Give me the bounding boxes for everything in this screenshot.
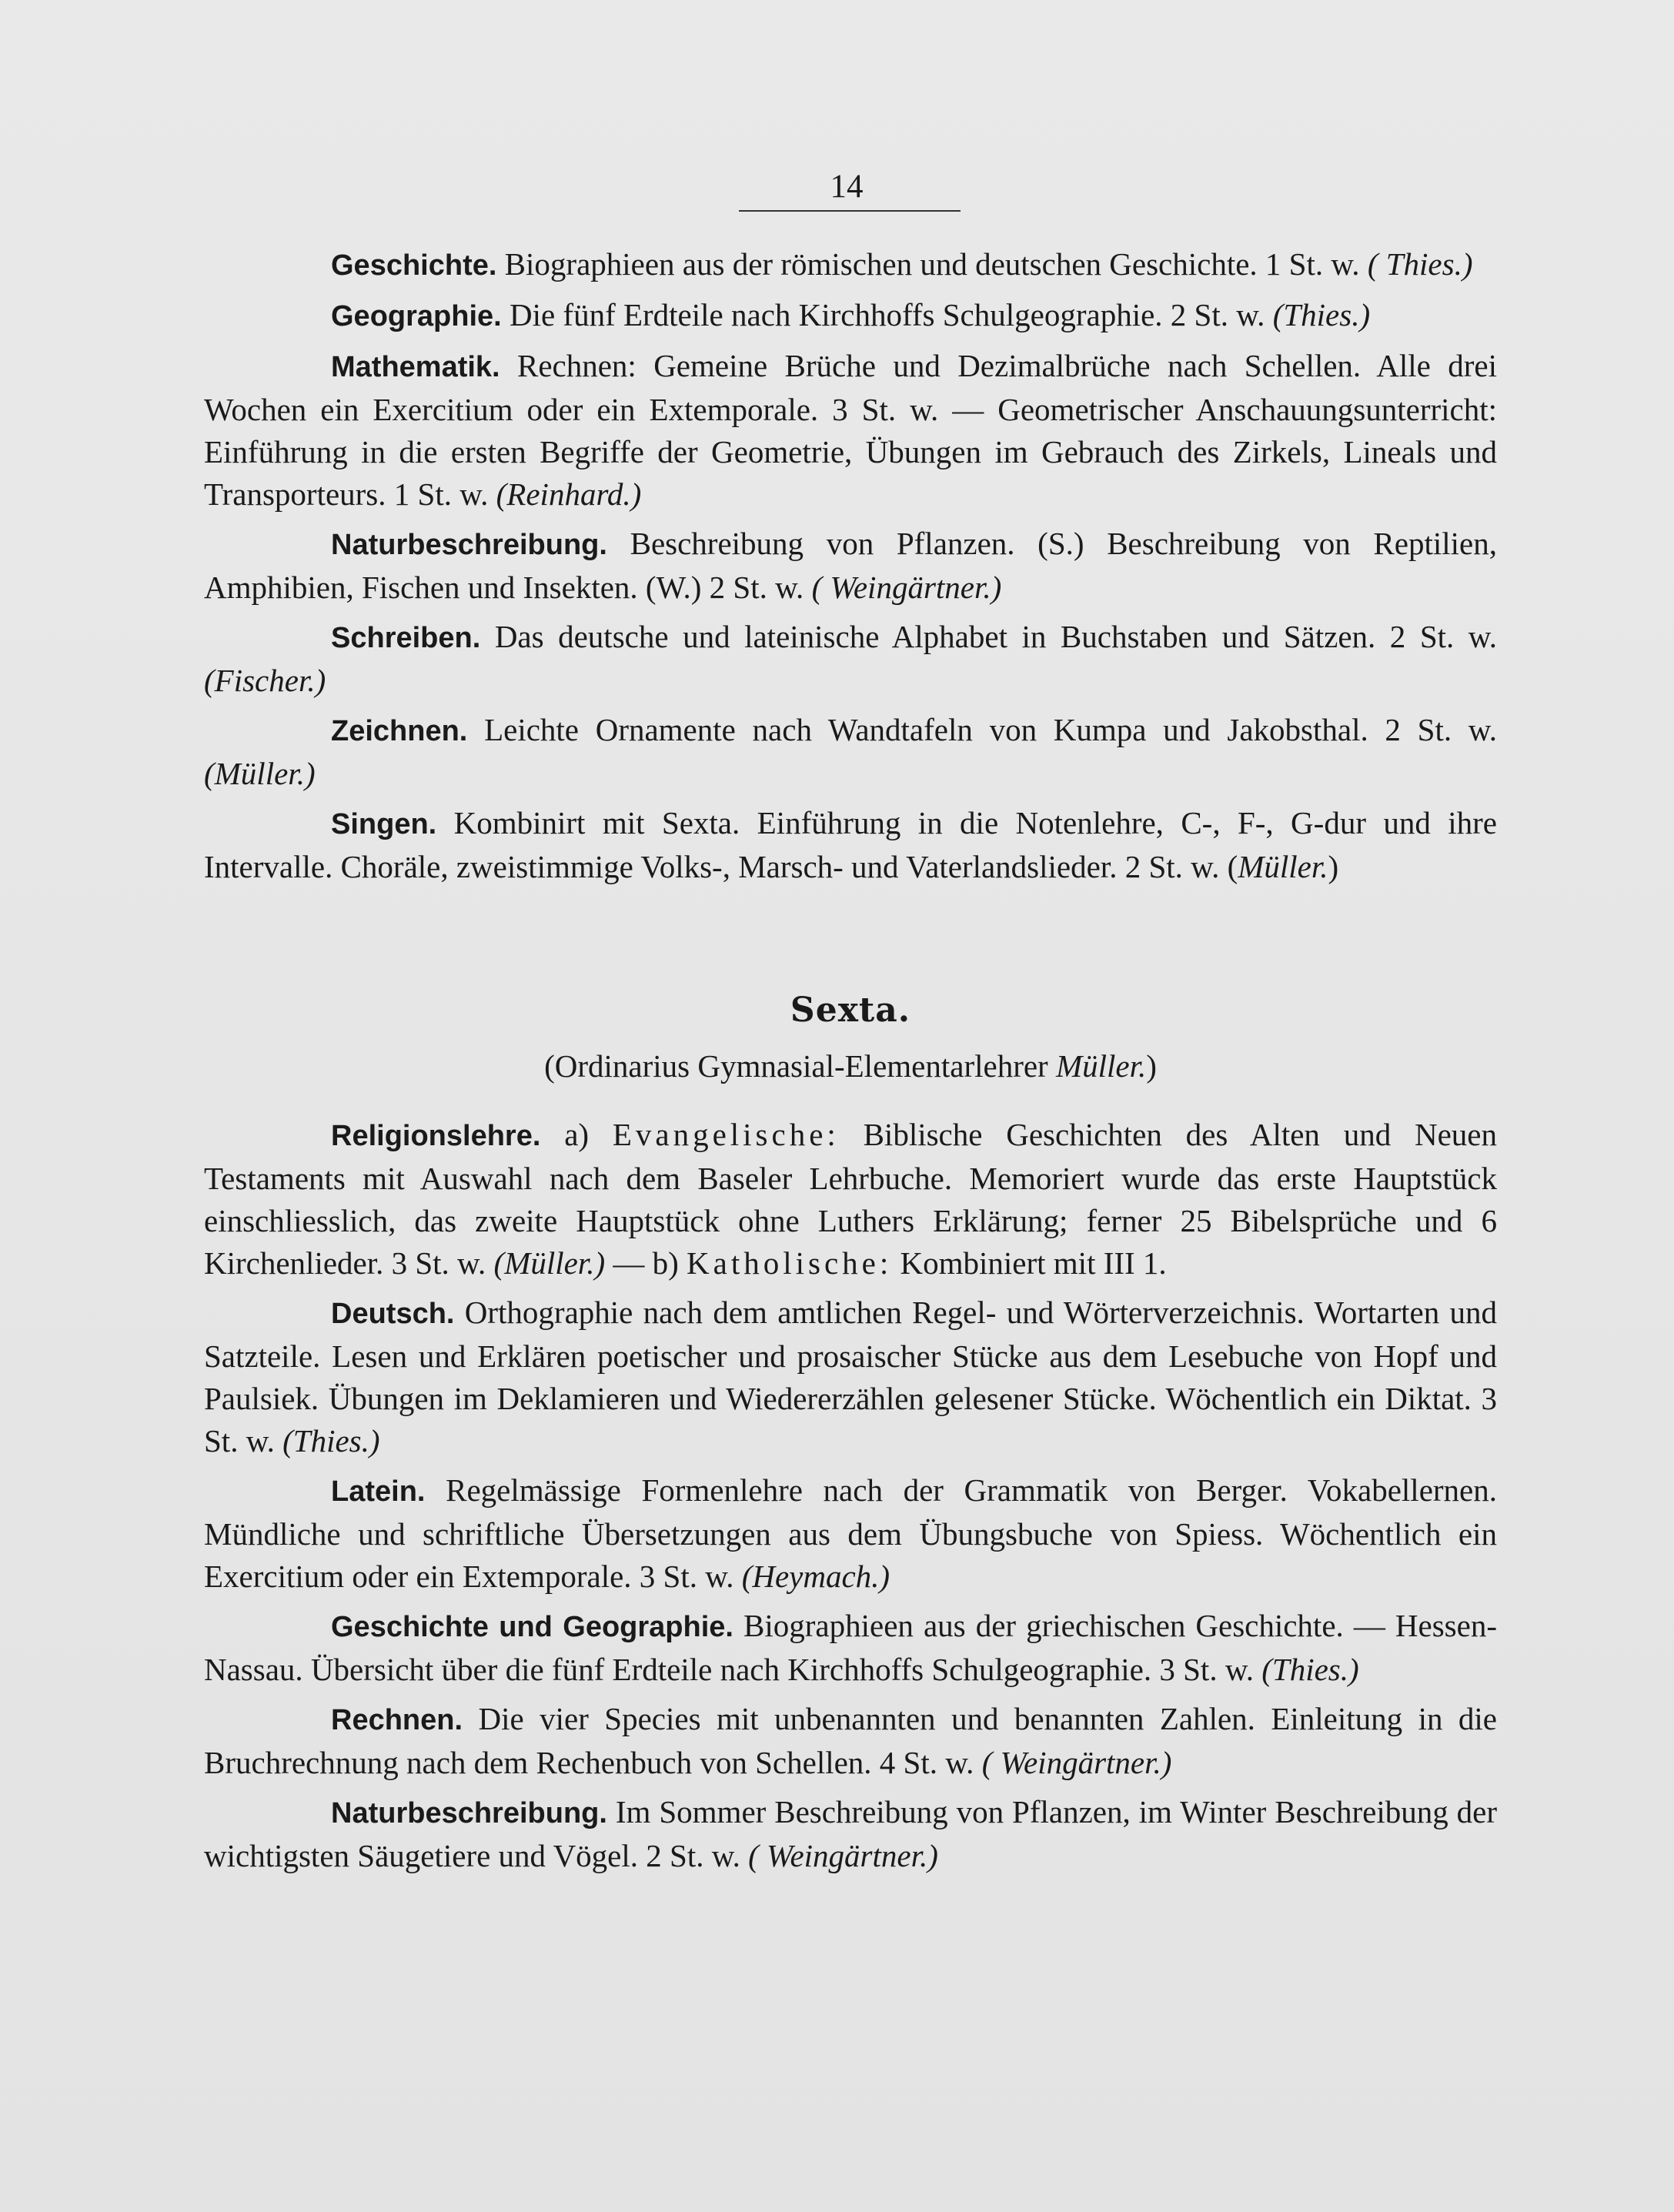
paragraph-text: Regelmässige Formenlehre nach der Grammatik von Berger. Vokabellernen. Mündliche und schriftliche Übersetzungen aus dem Übungsbuche von Spiess. Wöchentlich ein Exercitium oder ein Extemporale. 3 St. w. [204, 1472, 1497, 1594]
paragraph-text: Orthographie nach dem amtlichen Regel- und Wörterverzeichnis. Wortarten und Satzteile. Lesen und Erklären poetischer und prosaischer Stücke aus dem Lesebuche von Hopf und Paulsiek. Übungen im Deklamieren und Wiedererzählen gelesener Stücke. Wöchentlich ein Diktat. 3 St. w. [204, 1295, 1497, 1459]
teacher-name: (Müller.) [493, 1245, 606, 1281]
paragraph-zeichnen [204, 709, 1497, 795]
paragraph-religionslehre [204, 1114, 1497, 1285]
paragraph-text: Kombinirt mit Sexta. Einführung in die Notenlehre, C-, F-, G-dur und ihre Intervalle. Choräle, zweistimmige Volks-, Marsch- und Vaterlandslieder. 2 St. w. ( [204, 805, 1497, 884]
paragraph-geschichte [204, 243, 1497, 287]
paragraph-deutsch [204, 1291, 1497, 1462]
teacher-name: (Thies.) [1261, 1652, 1359, 1687]
subject-heading: Deutsch. [331, 1298, 455, 1330]
teacher-name: ( Thies.) [1367, 246, 1473, 282]
subject-heading: Mathematik. [331, 351, 500, 383]
paragraph-geschichte-geographie [204, 1605, 1497, 1691]
teacher-name: (Reinhard.) [496, 476, 642, 512]
teacher-name: (Heymach.) [741, 1559, 890, 1594]
teacher-name: ( Weingärtner.) [981, 1745, 1172, 1780]
paragraph-text: Im Sommer Beschreibung von Pflanzen, im Winter Beschreibung der wichtigsten Säugetiere und Vögel. 2 St. w. [204, 1794, 1497, 1873]
subject-heading: Rechnen. [331, 1704, 463, 1736]
section-title: Sexta. [790, 991, 911, 1030]
subject-heading: Zeichnen. [331, 715, 468, 747]
paragraph-latein [204, 1469, 1497, 1598]
option-b-title: Katholische: [687, 1245, 893, 1281]
paragraph-naturbeschreibung-sexta [204, 1791, 1497, 1877]
teacher-name: (Fischer.) [204, 663, 326, 698]
option-b-label: — b) [605, 1245, 687, 1281]
page-number: 14 [830, 169, 864, 205]
sexta-body [204, 1114, 1497, 1877]
teacher-name: (Thies.) [282, 1423, 380, 1459]
option-a-title: Evangelische: [612, 1117, 840, 1152]
subject-heading: Naturbeschreibung. [331, 529, 607, 561]
subject-heading: Naturbeschreibung. [331, 1797, 607, 1829]
paragraph-text: Das deutsche und lateinische Alphabet in Buchstaben und Sätzen. 2 St. w. [480, 619, 1497, 654]
paragraph-schreiben [204, 616, 1497, 702]
paragraph-text: Biographieen aus der griechischen Geschichte. — Hessen-Nassau. Übersicht über die fünf Erdteile nach Kirchhoffs Schulgeographie. 3 St. w. [204, 1608, 1497, 1687]
paragraph-text: Die vier Species mit unbenannten und benannten Zahlen. Einleitung in die Bruchrechnung nach dem Rechenbuch von Schellen. 4 St. w. [204, 1701, 1497, 1780]
subject-heading: Geschichte und Geographie. [331, 1611, 733, 1643]
ordinarius-close: ) [1146, 1048, 1157, 1084]
paragraph-text: Leichte Ornamente nach Wandtafeln von Kumpa und Jakobsthal. 2 St. w. [467, 712, 1497, 747]
ordinarius-line [204, 1045, 1497, 1088]
subject-heading: Geschichte. [331, 249, 497, 282]
paragraph-naturbeschreibung [204, 523, 1497, 609]
subject-heading: Religionslehre. [331, 1120, 541, 1152]
paragraph-text: Beschreibung von Pflanzen. (S.) Beschreibung von Reptilien, Amphibien, Fischen und Insekten. (W.) 2 St. w. [204, 526, 1497, 605]
ordinarius-name: Müller. [1055, 1048, 1147, 1084]
teacher-name: ( Weingärtner.) [811, 570, 1002, 605]
paragraph-text: Rechnen: Gemeine Brüche und Dezimalbrüche nach Schellen. Alle drei Wochen ein Exercitium oder ein Extemporale. 3 St. w. — Geometrischer Anschauungsunterricht: Einführung in die ersten Begriffe der Geometrie, Übungen im Gebrauch des Zirkels, Lineals und Transporteurs. 1 St. w. [204, 348, 1497, 512]
option-b-text: Kombiniert mit III 1. [892, 1245, 1167, 1281]
subject-heading: Geographie. [331, 300, 502, 332]
paragraph-text: Biographieen aus der römischen und deutschen Geschichte. 1 St. w. [496, 246, 1368, 282]
header-rule [739, 210, 961, 212]
body-text [204, 243, 1497, 888]
option-a-text: Biblische Geschichten des Alten und Neuen Testaments mit Auswahl nach dem Baseler Lehrbuche. Memoriert wurde das erste Hauptstück einschliesslich, das zweite Hauptstück ohne Luthers Erklärung; ferner 25 Bibelsprüche und 6 Kirchenlieder. 3 St. w. [204, 1117, 1497, 1281]
paragraph-text: Die fünf Erdteile nach Kirchhoffs Schulgeographie. 2 St. w. [501, 297, 1273, 332]
teacher-name: Müller. [1238, 849, 1328, 884]
paragraph-singen [204, 802, 1497, 888]
sexta-section [204, 989, 1497, 1088]
ordinarius-label: (Ordinarius Gymnasial-Elementarlehrer [544, 1048, 1056, 1084]
paragraph-rechnen [204, 1698, 1497, 1784]
subject-heading: Schreiben. [331, 622, 481, 654]
option-a-label: a) [540, 1117, 613, 1152]
teacher-name: (Müller.) [204, 756, 316, 791]
paragraph-mathematik [204, 345, 1497, 516]
paragraph-geographie [204, 294, 1497, 338]
teacher-name: ( Weingärtner.) [748, 1838, 938, 1873]
subject-heading: Latein. [331, 1475, 426, 1508]
teacher-name: (Thies.) [1272, 297, 1371, 332]
paragraph-tail: ) [1328, 849, 1339, 884]
subject-heading: Singen. [331, 808, 437, 840]
